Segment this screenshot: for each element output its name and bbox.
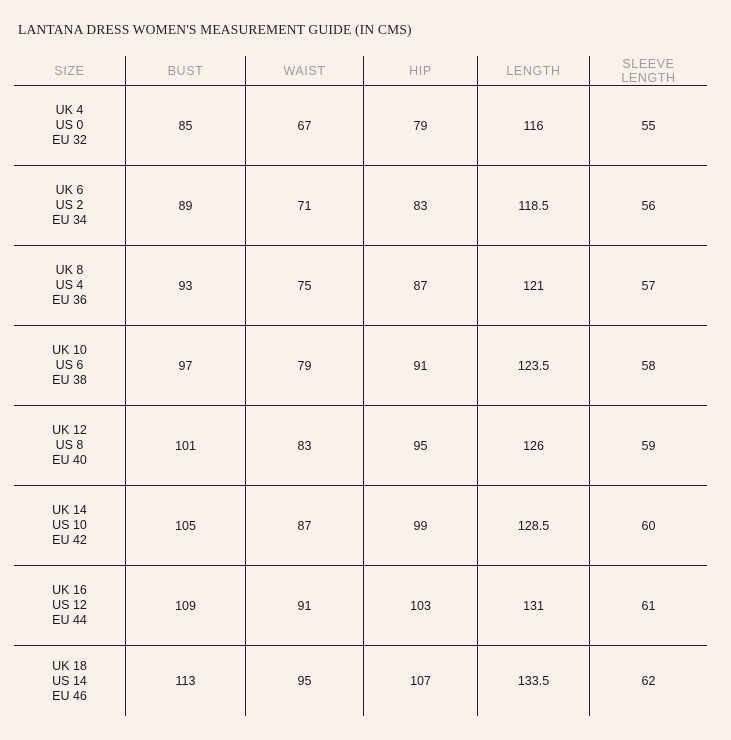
size-labels xyxy=(52,183,87,228)
waist-cell: 83 xyxy=(245,406,363,485)
size-label: EU 32 xyxy=(52,133,87,147)
table-row xyxy=(14,325,707,405)
size-cell xyxy=(14,486,125,565)
table-row xyxy=(14,485,707,565)
sleeve-cell: 61 xyxy=(589,566,707,645)
table-header-row xyxy=(14,56,707,86)
hip-cell: 83 xyxy=(363,166,477,245)
hip-cell: 107 xyxy=(363,646,477,716)
size-label: US 2 xyxy=(55,198,84,212)
size-label: EU 40 xyxy=(52,453,87,467)
length-cell: 133.5 xyxy=(477,646,589,716)
sleeve-cell: 57 xyxy=(589,246,707,325)
size-labels xyxy=(52,343,87,388)
waist-cell: 79 xyxy=(245,326,363,405)
size-label: UK 10 xyxy=(52,343,87,357)
waist-cell: 87 xyxy=(245,486,363,565)
size-label: UK 14 xyxy=(52,503,87,517)
table-row xyxy=(14,86,707,165)
size-label: US 10 xyxy=(52,518,87,532)
waist-cell: 91 xyxy=(245,566,363,645)
bust-cell: 105 xyxy=(125,486,245,565)
header-waist: WAIST xyxy=(245,56,363,85)
bust-cell: 109 xyxy=(125,566,245,645)
table-row xyxy=(14,405,707,485)
size-cell xyxy=(14,86,125,165)
waist-cell: 95 xyxy=(245,646,363,716)
header-length: LENGTH xyxy=(477,56,589,85)
sleeve-cell: 58 xyxy=(589,326,707,405)
bust-cell: 97 xyxy=(125,326,245,405)
size-label: UK 12 xyxy=(52,423,87,437)
length-cell: 131 xyxy=(477,566,589,645)
table-row xyxy=(14,645,707,716)
header-size: SIZE xyxy=(54,63,85,78)
size-cell xyxy=(14,166,125,245)
bust-cell: 93 xyxy=(125,246,245,325)
length-cell: 121 xyxy=(477,246,589,325)
size-cell xyxy=(14,406,125,485)
page-title: LANTANA DRESS WOMEN'S MEASUREMENT GUIDE (IN CMS) xyxy=(18,22,412,37)
size-cell xyxy=(14,246,125,325)
bust-cell: 85 xyxy=(125,86,245,165)
table-row xyxy=(14,245,707,325)
sleeve-cell: 62 xyxy=(589,646,707,716)
size-cell xyxy=(14,566,125,645)
size-label: UK 6 xyxy=(55,183,84,197)
size-labels xyxy=(52,423,87,468)
size-label: UK 18 xyxy=(52,658,87,673)
length-cell: 116 xyxy=(477,86,589,165)
header-sleeve-length: SLEEVE LENGTH xyxy=(589,56,707,85)
size-labels xyxy=(52,503,87,548)
bust-cell: 113 xyxy=(125,646,245,716)
bust-cell: 89 xyxy=(125,166,245,245)
hip-cell: 103 xyxy=(363,566,477,645)
size-labels xyxy=(52,103,87,148)
table-body xyxy=(14,86,707,716)
hip-cell: 79 xyxy=(363,86,477,165)
size-cell xyxy=(14,326,125,405)
size-label: EU 44 xyxy=(52,613,87,627)
sleeve-cell: 60 xyxy=(589,486,707,565)
size-label: US 8 xyxy=(55,438,84,452)
size-labels xyxy=(52,263,87,308)
hip-cell: 91 xyxy=(363,326,477,405)
size-label: US 6 xyxy=(55,358,84,372)
header-bust: BUST xyxy=(125,56,245,85)
size-label: EU 42 xyxy=(52,533,87,547)
bust-cell: 101 xyxy=(125,406,245,485)
length-cell: 123.5 xyxy=(477,326,589,405)
length-cell: 118.5 xyxy=(477,166,589,245)
length-cell: 128.5 xyxy=(477,486,589,565)
size-labels xyxy=(52,659,87,704)
size-labels xyxy=(52,583,87,628)
size-label: UK 16 xyxy=(52,583,87,597)
size-label: US 12 xyxy=(52,598,87,612)
size-label: US 4 xyxy=(55,278,84,292)
waist-cell: 71 xyxy=(245,166,363,245)
measurement-table xyxy=(14,56,707,716)
size-label: UK 4 xyxy=(55,103,84,117)
size-label: EU 46 xyxy=(52,688,87,703)
sleeve-cell: 59 xyxy=(589,406,707,485)
size-label: EU 38 xyxy=(52,373,87,387)
size-label: US 14 xyxy=(52,673,87,688)
size-label: US 0 xyxy=(55,118,84,132)
table-row xyxy=(14,565,707,645)
hip-cell: 99 xyxy=(363,486,477,565)
waist-cell: 67 xyxy=(245,86,363,165)
hip-cell: 95 xyxy=(363,406,477,485)
waist-cell: 75 xyxy=(245,246,363,325)
header-hip: HIP xyxy=(363,56,477,85)
size-cell xyxy=(14,646,125,716)
size-label: UK 8 xyxy=(55,263,84,277)
length-cell: 126 xyxy=(477,406,589,485)
size-label: EU 36 xyxy=(52,293,87,307)
size-label: EU 34 xyxy=(52,213,87,227)
sleeve-cell: 55 xyxy=(589,86,707,165)
sleeve-cell: 56 xyxy=(589,166,707,245)
hip-cell: 87 xyxy=(363,246,477,325)
table-row xyxy=(14,165,707,245)
